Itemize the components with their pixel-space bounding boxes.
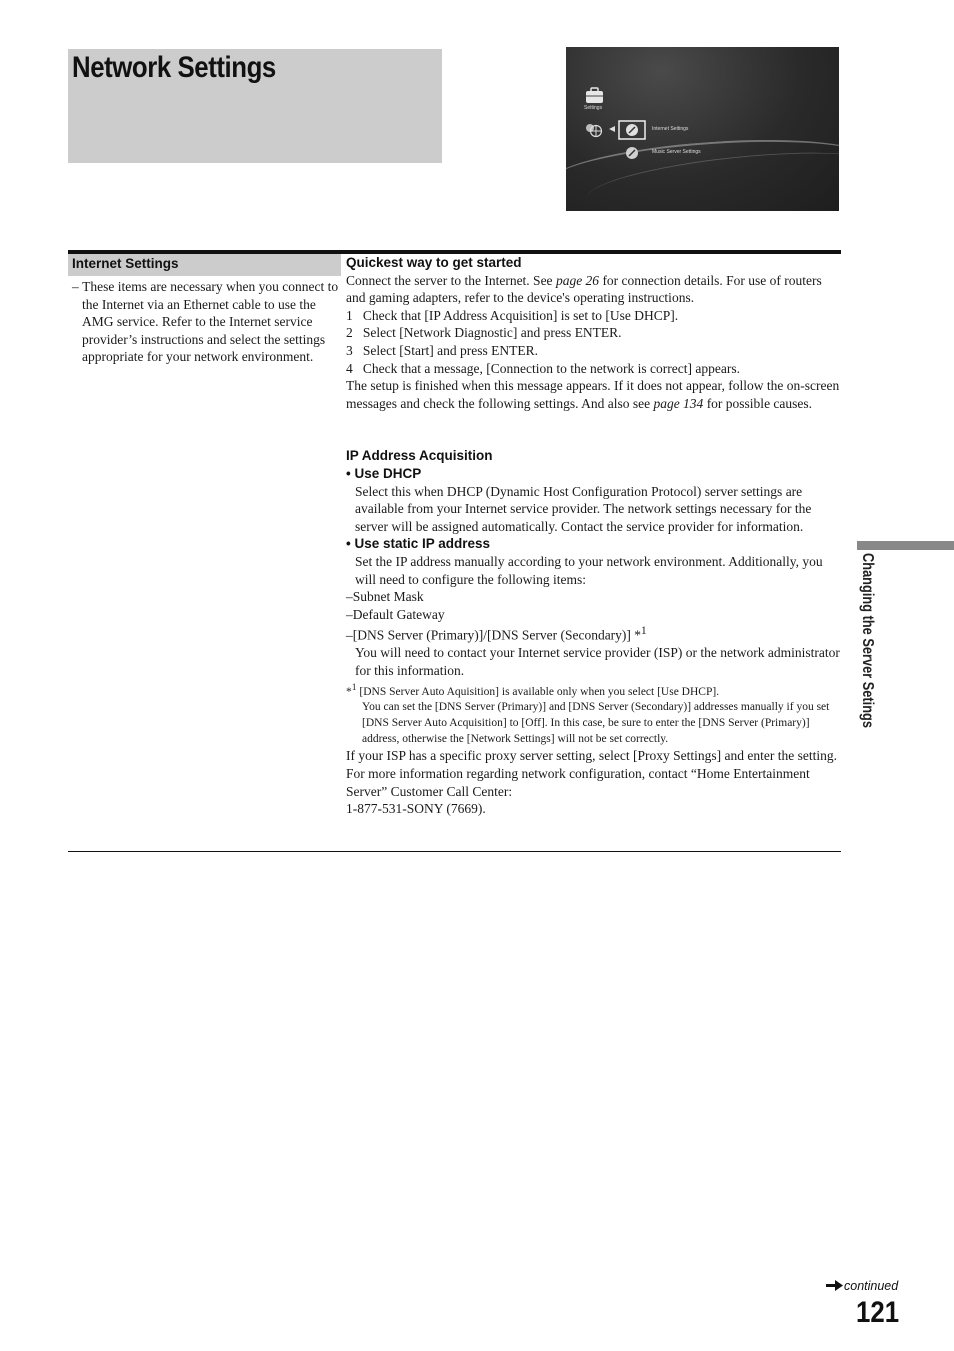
left-description: – These items are necessary when you connect to the Internet via an Ethernet cable to use the AMG service. Refer to the Internet service provider’s instructions and select the settings appropriate for your network environment. — [72, 279, 339, 364]
step-number: 4 — [346, 360, 353, 376]
footnote-marker: * — [634, 627, 642, 643]
step-2 — [346, 324, 840, 342]
left-arrow-icon — [608, 125, 616, 133]
right-arrow-icon — [826, 1280, 844, 1291]
phone-number: 1-877-531-SONY (7669). — [346, 801, 486, 817]
step-3 — [346, 342, 840, 360]
intro-text-cont: for connection details. For use of routers and gaming adapters, refer to the device's operating instructions. — [346, 272, 822, 306]
step-4 — [346, 360, 840, 378]
side-tab-label — [856, 553, 876, 783]
step-number: 2 — [346, 325, 353, 341]
menu-music-server-settings: Music Server Settings — [652, 149, 701, 155]
footnote-1-detail: You can set the [DNS Server (Primary)] and [DNS Server (Secondary)] addresses manually if you set [DNS Server Auto Acquisition] to [Off]. In this case, be sure to enter the [DNS Server (Primary)] address, otherwise the [Network Settings] will not be set correctly. — [362, 701, 830, 746]
network-globe-icon — [584, 122, 604, 138]
intro-text: Connect the server to the Internet. See — [346, 272, 556, 288]
use-dhcp-heading: • Use DHCP — [346, 465, 422, 481]
table-header-cell — [68, 254, 341, 276]
item-default-gateway: –Default Gateway — [346, 606, 445, 622]
outro-text: The setup is finished when this message appears. If it does not appear, follow the on-screen messages and check the following settings. And also see — [346, 378, 840, 411]
table-bottom-rule — [68, 851, 841, 852]
footnote-number: 1 — [641, 625, 647, 638]
table-header: Internet Settings — [72, 256, 179, 271]
step-text: Select [Start] and press ENTER. — [362, 342, 538, 358]
item-text: Subnet Mask — [352, 589, 424, 605]
footnote-number: 1 — [351, 681, 357, 693]
title-banner — [68, 49, 442, 163]
settings-screenshot — [566, 47, 839, 211]
footnote-1 — [346, 680, 840, 700]
left-description-text: These items are necessary when you connect to the Internet via an Ethernet cable to use the AMG service. Refer to the Internet service provider’s instructions and select the settings appropriate for your network environment. — [82, 279, 339, 364]
footnote-text: [DNS Server Auto Aquisition] is available only when you select [Use DHCP]. — [359, 685, 720, 698]
music-server-settings-icon — [625, 146, 639, 160]
quickest-intro — [346, 272, 840, 307]
quickest-outro — [346, 377, 840, 412]
step-1 — [346, 307, 840, 325]
side-tab-bar — [857, 541, 954, 550]
item-text: Default Gateway — [352, 606, 445, 622]
page-26-link: page 26 — [555, 272, 600, 288]
page-number: 121 — [856, 1296, 900, 1329]
use-static-heading: • Use static IP address — [346, 536, 491, 552]
item-text: [DNS Server (Primary)]/[DNS Server (Secondary)] — [352, 627, 631, 643]
toolbox-icon — [584, 87, 606, 105]
step-number: 3 — [346, 342, 353, 358]
continued-note — [826, 1279, 898, 1293]
settings-label: Settings — [584, 105, 603, 111]
use-static-text: Set the IP address manually according to your network environment. Additionally, you will need to configure the following items: — [355, 553, 823, 587]
use-dhcp-text: Select this when DHCP (Dynamic Host Configuration Protocol) server settings are available from your Internet service provider. The network settings necessary for the server will be assigned automatically. Contact the service provider for information. — [355, 483, 812, 534]
step-text: Check that a message, [Connection to the network is correct] appears. — [362, 360, 740, 376]
contact-text: For more information regarding network configuration, contact “Home Entertainment Server” Customer Call Center: — [346, 765, 810, 799]
isp-text: You will need to contact your Internet service provider (ISP) or the network administrator for this information. — [355, 645, 840, 678]
side-tab-text: Changing the Server Setings — [859, 553, 876, 728]
outro-text-cont: for possible causes. — [703, 395, 813, 411]
right-column — [346, 254, 840, 818]
internet-settings-icon — [618, 120, 646, 140]
step-text: Select [Network Diagnostic] and press ENTER. — [362, 325, 622, 341]
continued-text: continued — [844, 1279, 899, 1293]
page-title: Network Settings — [72, 51, 276, 84]
section-gap — [346, 412, 840, 447]
page-134-link: page 134 — [653, 395, 704, 411]
proxy-text: If your ISP has a specific proxy server setting, select [Proxy Settings] and enter the setting. — [346, 748, 838, 764]
left-column — [72, 278, 340, 366]
step-number: 1 — [346, 307, 353, 323]
quickest-heading: Quickest way to get started — [346, 255, 522, 270]
step-text: Check that [IP Address Acquisition] is set to [Use DHCP]. — [362, 307, 679, 323]
footnote-marker: * — [346, 685, 352, 698]
item-subnet-mask: –Subnet Mask — [346, 589, 424, 605]
item-dns-server: –[DNS Server (Primary)]/[DNS Server (Secondary)] *$^1$ — [346, 625, 647, 643]
ip-heading: IP Address Acquisition — [346, 448, 493, 464]
menu-internet-settings: Internet Settings — [652, 126, 689, 132]
